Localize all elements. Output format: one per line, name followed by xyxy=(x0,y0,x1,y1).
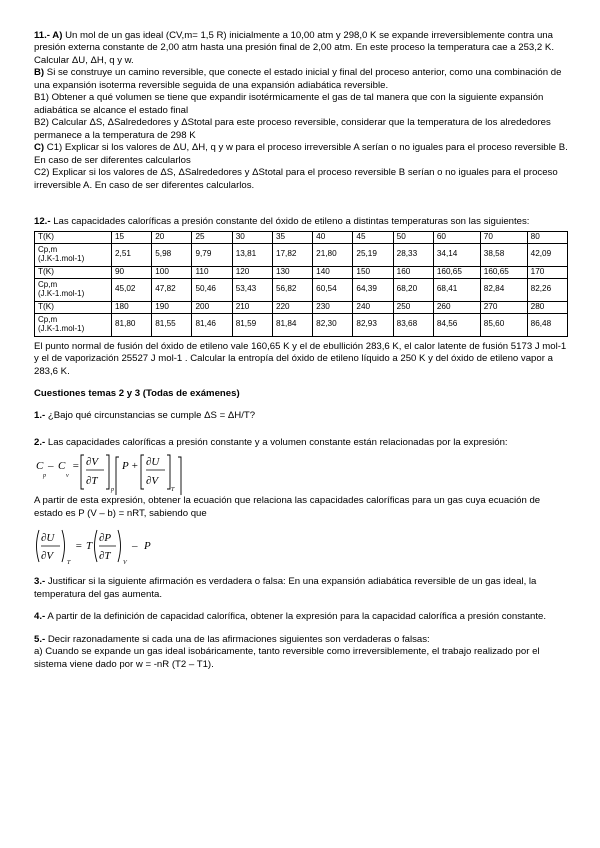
svg-text:C: C xyxy=(36,460,44,473)
cp-cell: 82,84 xyxy=(480,278,527,301)
temperature-cell: 20 xyxy=(152,231,192,243)
q11-c1-text: C1) Explicar si los valores de ΔU, ΔH, q y w para el proceso irreversible A serían o no iguales para el proceso reversible B. En caso de ser diferentes calcularlos xyxy=(34,142,568,166)
cp-cell: 85,60 xyxy=(480,313,527,336)
table-row-temperature xyxy=(35,231,568,243)
temperature-cell: 150 xyxy=(353,266,393,278)
cuestion-1 xyxy=(34,410,568,422)
table-row-temperature xyxy=(35,266,568,278)
svg-text:v: v xyxy=(66,473,69,480)
cp-cell: 81,46 xyxy=(192,313,232,336)
cuestion-3-label: 3.- xyxy=(34,576,46,588)
temperature-cell: 260 xyxy=(433,301,480,313)
cp-cell: 5,98 xyxy=(152,243,192,266)
q11-b1: B1) Obtener a qué volumen se tiene que expandir isotérmicamente el gas de tal manera que con la siguiente expansión adiabática se alcance el estado final xyxy=(34,92,544,116)
temperature-cell: 250 xyxy=(393,301,433,313)
cuestion-2-label: 2.- xyxy=(34,436,46,448)
temperature-cell: 270 xyxy=(480,301,527,313)
cp-cell: 2,51 xyxy=(112,243,152,266)
svg-text:–: – xyxy=(132,540,138,553)
q11-label: 11.- A) xyxy=(34,30,63,41)
cp-cell: 38,58 xyxy=(480,243,527,266)
svg-text:T: T xyxy=(171,487,175,494)
q11-c-label: C) xyxy=(34,142,45,154)
cp-cell: 68,20 xyxy=(393,278,433,301)
temperature-cell: 50 xyxy=(393,231,433,243)
cp-label: Cp,m (J.K-1.mol-1) xyxy=(35,243,112,266)
heat-capacity-table xyxy=(34,231,568,337)
temperature-cell: 200 xyxy=(192,301,232,313)
cp-cell: 64,39 xyxy=(353,278,393,301)
q11-b-text: Si se construye un camino reversible, que conecte el estado inicial y final del proceso anterior, como una combinación de una expansión isoterma reversible seguida de una expansión adiabática reversible. xyxy=(34,67,562,91)
cuestion-5 xyxy=(34,634,568,646)
svg-text:=: = xyxy=(75,540,83,553)
cp-cell: 84,56 xyxy=(433,313,480,336)
svg-text:∂T: ∂T xyxy=(86,475,98,488)
temperature-cell: 15 xyxy=(112,231,152,243)
cp-cv-equation xyxy=(34,451,568,495)
cp-cell: 21,80 xyxy=(313,243,353,266)
q12-label: 12.- xyxy=(34,216,51,228)
cp-cell: 9,79 xyxy=(192,243,232,266)
temperature-cell: 220 xyxy=(272,301,312,313)
cp-cell: 47,82 xyxy=(152,278,192,301)
cp-cell: 81,55 xyxy=(152,313,192,336)
temperature-cell: 130 xyxy=(272,266,312,278)
svg-text:∂U: ∂U xyxy=(146,456,160,469)
temperature-cell: 25 xyxy=(192,231,232,243)
temperature-cell: 45 xyxy=(353,231,393,243)
cp-cell: 86,48 xyxy=(527,313,567,336)
svg-text:∂U: ∂U xyxy=(41,532,55,545)
table-row-cp xyxy=(35,313,568,336)
document-page xyxy=(34,30,568,671)
svg-text:p: p xyxy=(111,487,114,494)
cuestion-3-text: Justificar si la siguiente afirmación es verdadera o falsa: En una expansión adiabática reversible de un gas ideal, la temperatura del gas aumenta. xyxy=(34,576,537,600)
temperature-cell: 40 xyxy=(313,231,353,243)
svg-text:∂P: ∂P xyxy=(99,532,112,545)
cp-cell: 45,02 xyxy=(112,278,152,301)
svg-text:+: + xyxy=(131,460,139,473)
q11-b-label: B) xyxy=(34,67,45,79)
cuestion-4 xyxy=(34,611,568,623)
cp-cell: 82,93 xyxy=(353,313,393,336)
cp-cell: 13,81 xyxy=(232,243,272,266)
cuestion-4-text: A partir de la definición de capacidad calorífica, obtener la expresión para la capacidad calorífica a presión constante. xyxy=(47,611,546,623)
q12-intro xyxy=(34,216,568,228)
cp-cell: 83,68 xyxy=(393,313,433,336)
temperature-cell: 210 xyxy=(232,301,272,313)
temperature-label: T(K) xyxy=(35,301,112,313)
temperature-cell: 160,65 xyxy=(480,266,527,278)
cuestion-2-text: Las capacidades caloríficas a presión constante y a volumen constante están relacionadas por la expresión: xyxy=(47,436,508,448)
temperature-cell: 140 xyxy=(313,266,353,278)
temperature-cell: 70 xyxy=(480,231,527,243)
q11-part-a xyxy=(34,30,568,67)
cuestion-1-label: 1.- xyxy=(34,410,46,422)
cuestiones-heading-text: Cuestiones temas 2 y 3 (Todas de exámenes) xyxy=(34,387,240,399)
cuestion-5-label: 5.- xyxy=(34,633,46,645)
svg-text:∂V: ∂V xyxy=(41,550,54,563)
temperature-cell: 170 xyxy=(527,266,567,278)
svg-text:V: V xyxy=(123,560,127,567)
cp-cv-equation-svg xyxy=(34,451,234,495)
cp-cell: 68,41 xyxy=(433,278,480,301)
table-row-cp xyxy=(35,278,568,301)
cp-cell: 17,82 xyxy=(272,243,312,266)
temperature-cell: 160 xyxy=(393,266,433,278)
svg-text:–: – xyxy=(48,460,54,473)
temperature-cell: 180 xyxy=(112,301,152,313)
temperature-label: T(K) xyxy=(35,231,112,243)
du-dv-equation-svg xyxy=(34,526,234,566)
cuestion-5a: a) Cuando se expande un gas ideal isobáricamente, tanto reversible como irreversiblemente, el trabajo realizado por el sistema viene dado por w = -nR (T2 – T1). xyxy=(34,646,540,670)
temperature-cell: 35 xyxy=(272,231,312,243)
q12-after: El punto normal de fusión del óxido de etileno vale 160,65 K y el de ebullición 283,6 K, el calor latente de fusión 5173 J mol-1 y el de vaporización 25527 J mol-1 . Calcular la entropía del óxido de etileno líquido a 250 K y del óxido de etileno vapor a 283,6 K. xyxy=(34,340,567,377)
temperature-cell: 240 xyxy=(353,301,393,313)
temperature-cell: 120 xyxy=(232,266,272,278)
cp-cell: 25,19 xyxy=(353,243,393,266)
q11-c2: C2) Explicar si los valores de ΔS, ΔSalrededores y ΔStotal para el proceso reversible B serían o no iguales para el proceso irreversible A. En caso de ser diferentes calcularlos. xyxy=(34,167,558,191)
cp-cell: 81,84 xyxy=(272,313,312,336)
svg-text:T: T xyxy=(86,540,93,553)
cp-cell: 50,46 xyxy=(192,278,232,301)
q11-b2: B2) Calcular ΔS, ΔSalrededores y ΔStotal para este proceso reversible, considerar que la temperatura de los alrededores permanece a la temperatura de 298 K xyxy=(34,117,551,141)
q11-a-text: Un mol de un gas ideal (CV,m= 1,5 R) inicialmente a 10,00 atm y 298,0 K se expande irreversiblemente contra una presión externa constante de 2,00 atm hasta una presión final de 2,00 atm. En este proceso la temperatura cae a 253,2 K. Calcular ΔU, ΔH, q y w. xyxy=(34,30,554,66)
cp-cell: 60,54 xyxy=(313,278,353,301)
cp-cell: 34,14 xyxy=(433,243,480,266)
cuestion-2-followup: A partir de esta expresión, obtener la ecuación que relaciona las capacidades caloríficas para un gas cuya ecuación de estado es P (V – b) = nRT, sabiendo que xyxy=(34,495,541,519)
cp-cell: 28,33 xyxy=(393,243,433,266)
cp-label: Cp,m (J.K-1.mol-1) xyxy=(35,278,112,301)
cp-label: Cp,m (J.K-1.mol-1) xyxy=(35,313,112,336)
svg-text:p: p xyxy=(43,473,46,480)
temperature-cell: 80 xyxy=(527,231,567,243)
q11-c1 xyxy=(34,142,568,167)
temperature-cell: 100 xyxy=(152,266,192,278)
q11-part-b xyxy=(34,67,568,92)
cp-cell: 81,80 xyxy=(112,313,152,336)
svg-text:T: T xyxy=(67,560,71,567)
temperature-cell: 110 xyxy=(192,266,232,278)
svg-text:∂V: ∂V xyxy=(86,456,99,469)
cuestion-3 xyxy=(34,576,568,601)
cuestiones-heading xyxy=(34,388,568,400)
svg-text:P: P xyxy=(122,460,129,473)
cuestion-5-text: Decir razonadamente si cada una de las afirmaciones siguientes son verdaderas o falsas: xyxy=(47,633,430,645)
temperature-cell: 230 xyxy=(313,301,353,313)
temperature-label: T(K) xyxy=(35,266,112,278)
cp-cell: 82,26 xyxy=(527,278,567,301)
temperature-cell: 60 xyxy=(433,231,480,243)
cuestion-4-label: 4.- xyxy=(34,611,46,623)
svg-text:=: = xyxy=(72,460,80,473)
temperature-cell: 160,65 xyxy=(433,266,480,278)
temperature-cell: 90 xyxy=(112,266,152,278)
temperature-cell: 280 xyxy=(527,301,567,313)
cp-cell: 81,59 xyxy=(232,313,272,336)
table-row-temperature xyxy=(35,301,568,313)
svg-text:C: C xyxy=(58,460,66,473)
cp-cell: 82,30 xyxy=(313,313,353,336)
table-row-cp xyxy=(35,243,568,266)
q12-intro-text: Las capacidades caloríficas a presión constante del óxido de etileno a distintas temperaturas son las siguientes: xyxy=(53,216,530,228)
cuestion-2 xyxy=(34,437,568,449)
svg-text:∂V: ∂V xyxy=(146,475,159,488)
cp-cell: 56,82 xyxy=(272,278,312,301)
temperature-cell: 30 xyxy=(232,231,272,243)
cuestion-1-text: ¿Bajo qué circunstancias se cumple ΔS = ΔH/T? xyxy=(47,410,256,422)
du-dv-equation xyxy=(34,526,568,566)
svg-text:∂T: ∂T xyxy=(99,550,111,563)
svg-text:P: P xyxy=(144,540,151,553)
cp-cell: 42,09 xyxy=(527,243,567,266)
cp-cell: 53,43 xyxy=(232,278,272,301)
temperature-cell: 190 xyxy=(152,301,192,313)
